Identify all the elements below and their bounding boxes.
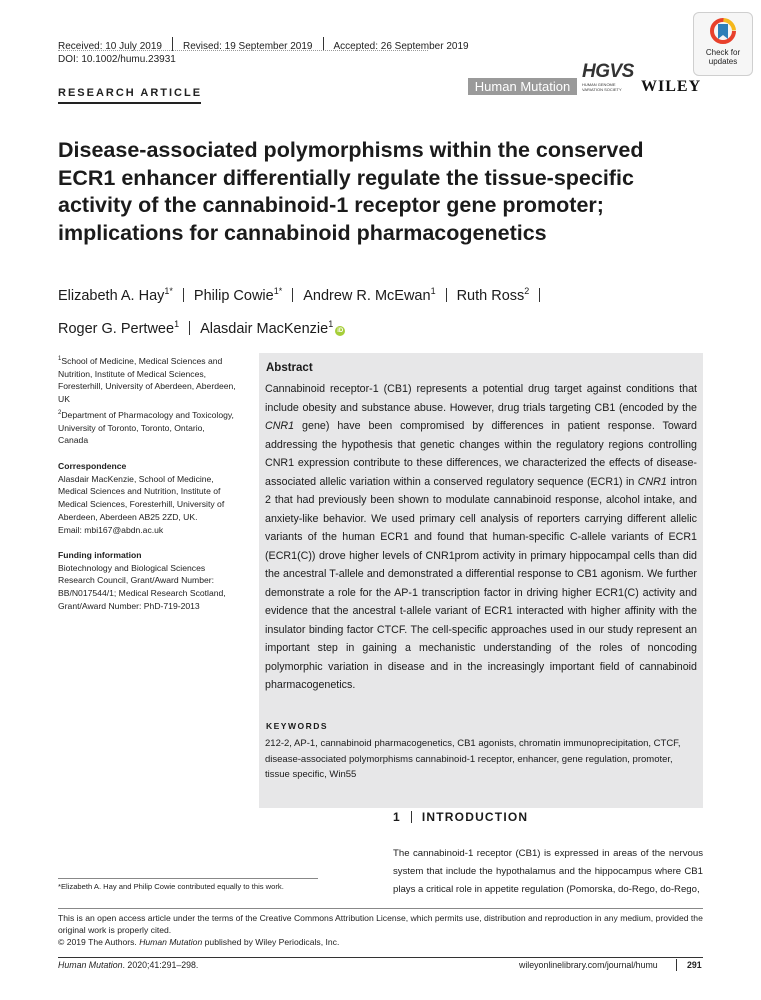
author[interactable]: Andrew R. McEwan$^1$ xyxy=(303,286,436,304)
funding-text: Biotechnology and Biological Sciences Research Council, Grant/Award Number: BB/N017544/1; Medical Research Scotland, Grant/Award Number: PhD-719-2013 xyxy=(58,562,226,611)
orcid-icon[interactable]: iD xyxy=(337,327,344,334)
keywords-heading: KEYWORDS xyxy=(266,721,329,731)
license-text: This is an open access article under the terms of the Creative Commons Attribution License, which permits use, distribution and reproduction in any medium, provided the original work is properly cited. © 2019 The Authors. Human Mutation published by Wiley Periodicals, Inc. xyxy=(58,913,703,947)
author[interactable]: Ruth Ross$^2$ xyxy=(456,286,530,304)
journal-logo: Human Mutation xyxy=(468,78,577,95)
author-list xyxy=(58,277,658,343)
divider xyxy=(172,37,173,51)
section-heading-introduction: 1 INTRODUCTION xyxy=(393,810,529,824)
divider xyxy=(183,288,184,302)
affiliation-2: $^2$Department of Pharmacology and Toxicology, University of Toronto, Toronto, Ontario, Canada xyxy=(58,409,234,446)
hgvs-logo-subtitle: HUMAN GENOME VARIATION SOCIETY xyxy=(582,82,622,92)
footer-citation: Human Mutation. 2020;41:291–298. xyxy=(58,960,199,970)
accepted-date: Accepted: 26 September 2019 xyxy=(333,41,469,52)
abstract-text: Cannabinoid receptor-1 (CB1) represents a potential drug target against conditions that include obesity and substance abuse. However, drug trials targeting CB1 (encoded by the CNR1 gene) have been compromised by differences in patient response. Toward addressing the hypothesis that genetic changes within the regulatory regions controlling CNR1 expression contribute to these differences, we characterized the effects of disease-associated allelic variation within a conserved regulatory sequence (ECR1) in CNR1 intron 2 that had previously been shown to modulate cannabinoid response, alcohol intake, and anxiety-like behavior. We used primary cell analysis of reporters carrying different allelic variants of the human ECR1 and found that human-specific C-allele variants of ECR1 (ECR1(C)) drove higher levels of CNR1prom activity in primary hippocampal cells than did the ancestral T-allele and demonstrated a differential response to CB1 agonism. We further demonstrate a role for the AP-1 transcription factor in driving higher ECR1(C) activity and evidence that the ancestral t-allele variant of ECR1 interacted with higher affinity with the insulator binding factor CTCF. The cell-specific approaches used in our study represent an important step in gaining a mechanistic understanding of the roles of noncoding polymorphic variation in disease and in the increasingly important field of cannabinoid pharmacogenetics. xyxy=(265,383,697,691)
article-type: RESEARCH ARTICLE xyxy=(58,87,203,99)
footer-rule xyxy=(58,957,703,958)
author[interactable]: Elizabeth A. Hay$^{1*}$ xyxy=(58,286,173,304)
keywords-text: 212-2, AP-1, cannabinoid pharmacogenetics, CB1 agonists, chromatin immunoprecipitation, CTCF, disease-associated polymorphisms cannabinoid-1 receptor, enhancer, gene regulation, promoter, tissue specific, Win55 xyxy=(265,738,681,780)
correspondence-email[interactable]: Email: mbi167@abdn.ac.uk xyxy=(58,524,164,535)
hgvs-logo-text: HGVS xyxy=(582,61,634,82)
divider xyxy=(189,321,190,335)
correspondence-heading: Correspondence xyxy=(58,461,127,471)
correspondence xyxy=(58,460,236,536)
author[interactable]: Alasdair MacKenzie$^1$ xyxy=(200,318,334,337)
header-rule xyxy=(58,50,428,51)
author[interactable]: Roger G. Pertwee$^1$ xyxy=(58,318,180,337)
footer-url[interactable]: wileyonlinelibrary.com/journal/humu xyxy=(519,960,658,970)
funding-heading: Funding information xyxy=(58,550,142,560)
footnote: *Elizabeth A. Hay and Philip Cowie contributed equally to this work. xyxy=(58,882,284,891)
check-updates-line1: Check for xyxy=(705,48,741,57)
divider xyxy=(323,37,324,51)
publisher-logo: WILEY xyxy=(641,78,702,95)
page-number: 291 xyxy=(687,960,702,970)
affiliation-1: $^1$School of Medicine, Medical Sciences and Nutrition, Institute of Medical Sciences, Foresterhill, University of Aberdeen, Aberdeen, UK xyxy=(58,355,236,404)
divider xyxy=(446,288,447,302)
divider xyxy=(411,811,412,823)
funding-info xyxy=(58,549,236,613)
correspondence-text: Alasdair MacKenzie, School of Medicine, Medical Sciences and Nutrition, Institute of Medical Sciences, Foresterhill, University of Aberdeen, Aberdeen AB25 2ZD, UK. xyxy=(58,473,225,522)
divider xyxy=(676,959,677,971)
article-title: Disease-associated polymorphisms within the conserved ECR1 enhancer differentially regulate the tissue-specific activity of the cannabinoid-1 receptor gene promoter; implications for cannabinoid pharmacogenetics xyxy=(58,138,644,245)
divider xyxy=(292,288,293,302)
introduction-text: The cannabinoid-1 receptor (CB1) is expressed in areas of the nervous system that include the hypothalamus and the hippocampus where CB1 plays a critical role in appetite regulation (Pomorska, do-Rego, do-Rego, xyxy=(393,848,703,895)
check-for-updates-badge[interactable] xyxy=(693,12,753,76)
revised-date: Revised: 19 September 2019 xyxy=(182,41,313,52)
check-updates-icon xyxy=(710,18,736,46)
author[interactable]: Philip Cowie$^{1*}$ xyxy=(193,286,283,304)
license-rule xyxy=(58,908,703,909)
abstract-box xyxy=(259,353,703,808)
hgvs-logo xyxy=(582,62,636,95)
article-type-underline xyxy=(58,102,201,104)
abstract-heading: Abstract xyxy=(266,362,313,374)
divider xyxy=(539,288,540,302)
check-updates-line2: updates xyxy=(708,57,738,66)
footnote-rule xyxy=(58,878,318,879)
doi[interactable]: DOI: 10.1002/humu.23931 xyxy=(58,54,176,65)
received-date: Received: 10 July 2019 xyxy=(58,41,162,52)
